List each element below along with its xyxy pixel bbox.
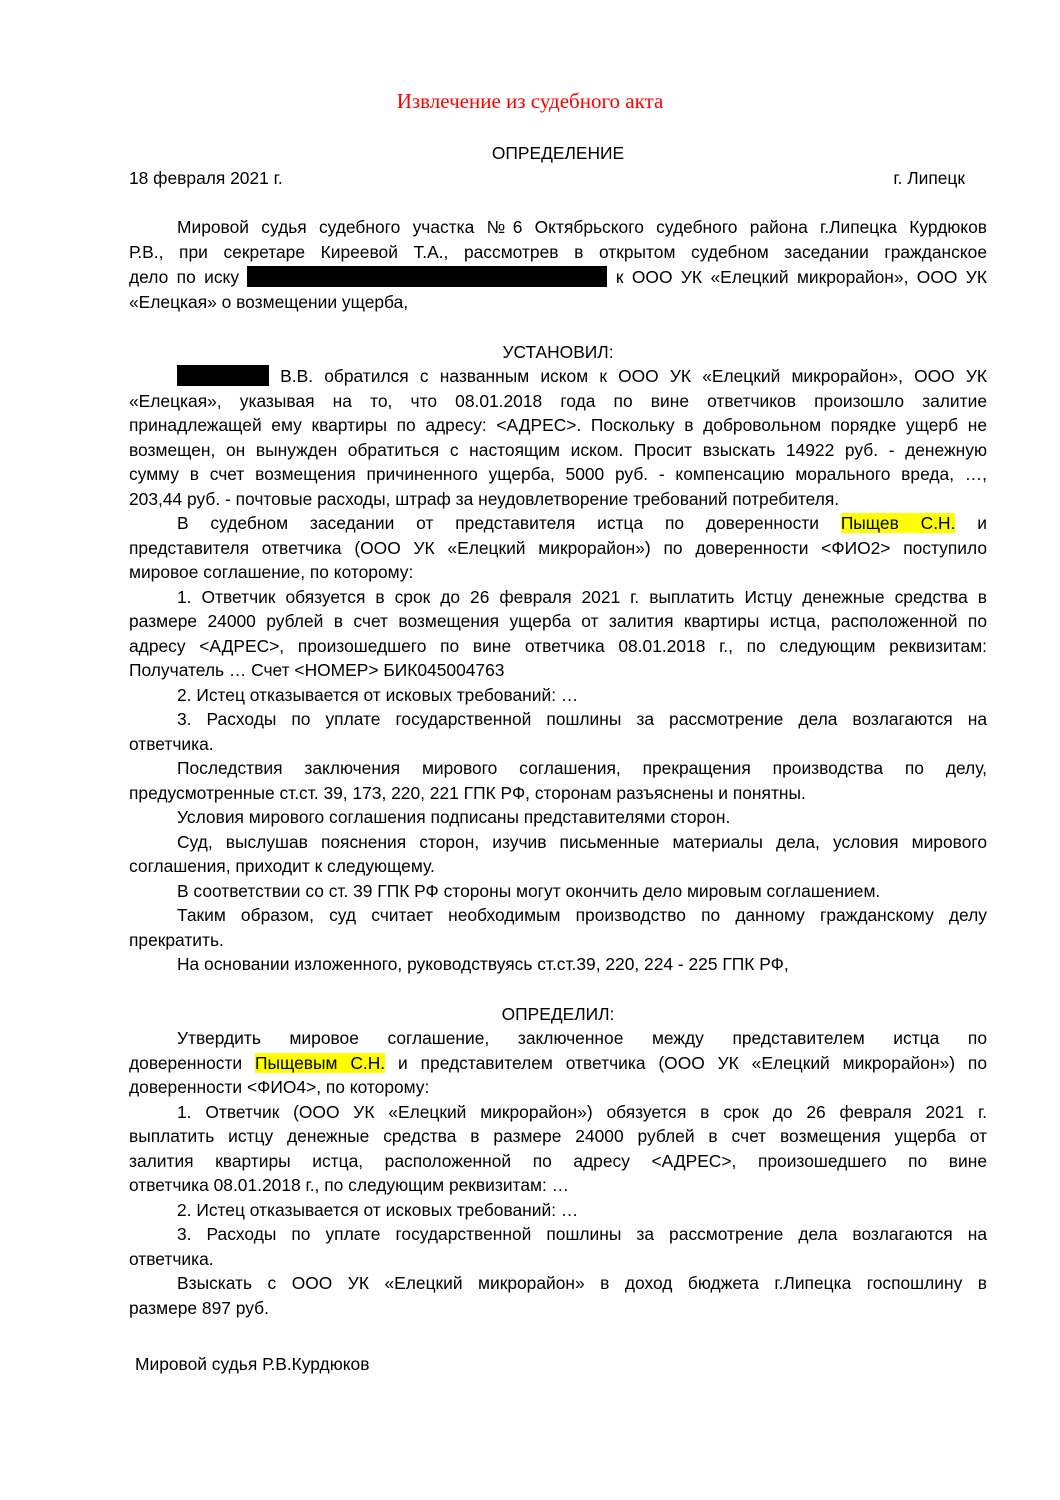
- established-line: На основании изложенного, руководствуясь ст.ст.39, 220, 224 - 225 ГПК РФ,: [177, 954, 789, 974]
- ruled-line: [129, 1051, 987, 1076]
- established-line: Суд, выслушав пояснения сторон, изучив письменные материалы дела, условия мирового: [177, 832, 987, 852]
- date-city-row: [129, 166, 965, 191]
- representative-name: Пыщевым С.Н.: [255, 1053, 386, 1073]
- agreement-term: 1. Ответчик обязуется в срок до 26 февраля 2021 г. выплатить Истцу денежные средства в: [177, 587, 987, 607]
- extract-title: Извлечение из судебного акта: [396, 89, 664, 113]
- established-line: мировое соглашение, по которому:: [129, 562, 414, 582]
- established-text: и: [977, 513, 987, 533]
- established-line: 203,44 руб. - почтовые расходы, штраф за неудовлетворение требований потребителя.: [129, 489, 840, 509]
- established-text: В.В. обратился с названным иском к ООО УК «Елецкий микрорайон», ООО УК: [280, 366, 987, 386]
- established-line: Последствия заключения мирового соглашения, прекращения производства по делу,: [177, 758, 987, 778]
- ruling-term: 2. Истец отказывается от исковых требований: …: [177, 1200, 579, 1220]
- ruled-text: и представителем ответчика (ООО УК «Елецкий микрорайон») по: [398, 1053, 988, 1073]
- agreement-term: 2. Истец отказывается от исковых требований: …: [177, 685, 579, 705]
- ruled-line: доверенности <ФИО4>, по которому:: [129, 1077, 430, 1097]
- established-line: В соответствии со ст. 39 ГПК РФ стороны могут окончить дело мировым соглашением.: [177, 881, 881, 901]
- redacted-block: [177, 365, 269, 386]
- established-line: принадлежащей ему квартиры по адресу: <АДРЕС>. Поскольку в добровольном порядке ущерб не: [129, 415, 987, 435]
- redacted-block: [247, 266, 607, 287]
- established-line: прекратить.: [129, 930, 224, 950]
- established-line: Условия мирового соглашения подписаны представителями сторон.: [177, 807, 731, 827]
- intro-line: Р.В., при секретаре Киреевой Т.А., рассмотрев в открытом судебном заседании гражданское: [129, 242, 987, 262]
- agreement-term: Получатель … Счет <НОМЕР> БИК045004763: [129, 660, 505, 680]
- ruled-text: доверенности: [129, 1053, 243, 1073]
- established-heading: УСТАНОВИЛ:: [502, 342, 614, 362]
- intro-line: [129, 265, 987, 290]
- ruling-term: ответчика 08.01.2018 г., по следующим реквизитам: …: [129, 1175, 570, 1195]
- judge-signature: Мировой судья Р.В.Курдюков: [135, 1354, 370, 1374]
- ruling-term: залития квартиры истца, расположенной по адресу <АДРЕС>, произошедшего по вине: [129, 1151, 987, 1171]
- ruling-term: 1. Ответчик (ООО УК «Елецкий микрорайон») обязуется в срок до 26 февраля 2021 г.: [177, 1102, 987, 1122]
- intro-line: «Елецкая» о возмещении ущерба,: [129, 292, 409, 312]
- established-line: предусмотренные ст.ст. 39, 173, 220, 221 ГПК РФ, сторонам разъяснены и понятны.: [129, 783, 806, 803]
- established-line: Таким образом, суд считает необходимым производство по данному гражданскому делу: [177, 905, 987, 925]
- ruled-line: размере 897 руб.: [129, 1298, 269, 1318]
- established-line: «Елецкая», указывая на то, что 08.01.2018 года по вине ответчиков произошло залитие: [129, 391, 987, 411]
- representative-name: Пыщев С.Н.: [840, 513, 956, 533]
- established-line: представителя ответчика (ООО УК «Елецкий микрорайон») по доверенности <ФИО2> поступило: [129, 538, 987, 558]
- ruling-term: ответчика.: [129, 1249, 214, 1269]
- agreement-term: ответчика.: [129, 734, 214, 754]
- intro-text: дело по иску: [129, 267, 240, 287]
- document-date: 18 февраля 2021 г.: [129, 168, 283, 188]
- document-title: ОПРЕДЕЛЕНИЕ: [491, 143, 625, 163]
- established-line: [129, 364, 987, 389]
- agreement-term: размере 24000 рублей в счет возмещения ущерба от залития квартиры истца, расположенной по: [129, 611, 987, 631]
- ruled-line: Утвердить мировое соглашение, заключенное между представителем истца по: [177, 1028, 987, 1048]
- ruling-term: 3. Расходы по уплате государственной пошлины за рассмотрение дела возлагаются на: [177, 1224, 987, 1244]
- document-city: г. Липецк: [893, 168, 965, 188]
- established-line: сумму в счет возмещения причиненного ущерба, 5000 руб. - компенсацию морального вреда, …,: [129, 464, 987, 484]
- agreement-term: адресу <АДРЕС>, произошедшего по вине ответчика 08.01.2018 г., по следующим реквизитам:: [129, 636, 987, 656]
- established-line: возмещен, он вынужден обратиться с настоящим иском. Просит взыскать 14922 руб. - денежную: [129, 440, 987, 460]
- intro-text: к ООО УК «Елецкий микрорайон», ООО УК: [615, 267, 987, 287]
- intro-line: Мировой судья судебного участка №6 Октябрьского судебного района г.Липецка Курдюков: [177, 217, 987, 237]
- established-line: [129, 511, 987, 536]
- agreement-term: 3. Расходы по уплате государственной пошлины за рассмотрение дела возлагаются на: [177, 709, 987, 729]
- established-text: В судебном заседании от представителя истца по доверенности: [177, 513, 819, 533]
- established-line: соглашения, приходит к следующему.: [129, 856, 435, 876]
- ruling-term: выплатить истцу денежные средства в размере 24000 рублей в счет возмещения ущерба от: [129, 1126, 987, 1146]
- ruled-heading: ОПРЕДЕЛИЛ:: [501, 1004, 615, 1024]
- ruled-line: Взыскать с ООО УК «Елецкий микрорайон» в доход бюджета г.Липецка госпошлину в: [177, 1273, 987, 1293]
